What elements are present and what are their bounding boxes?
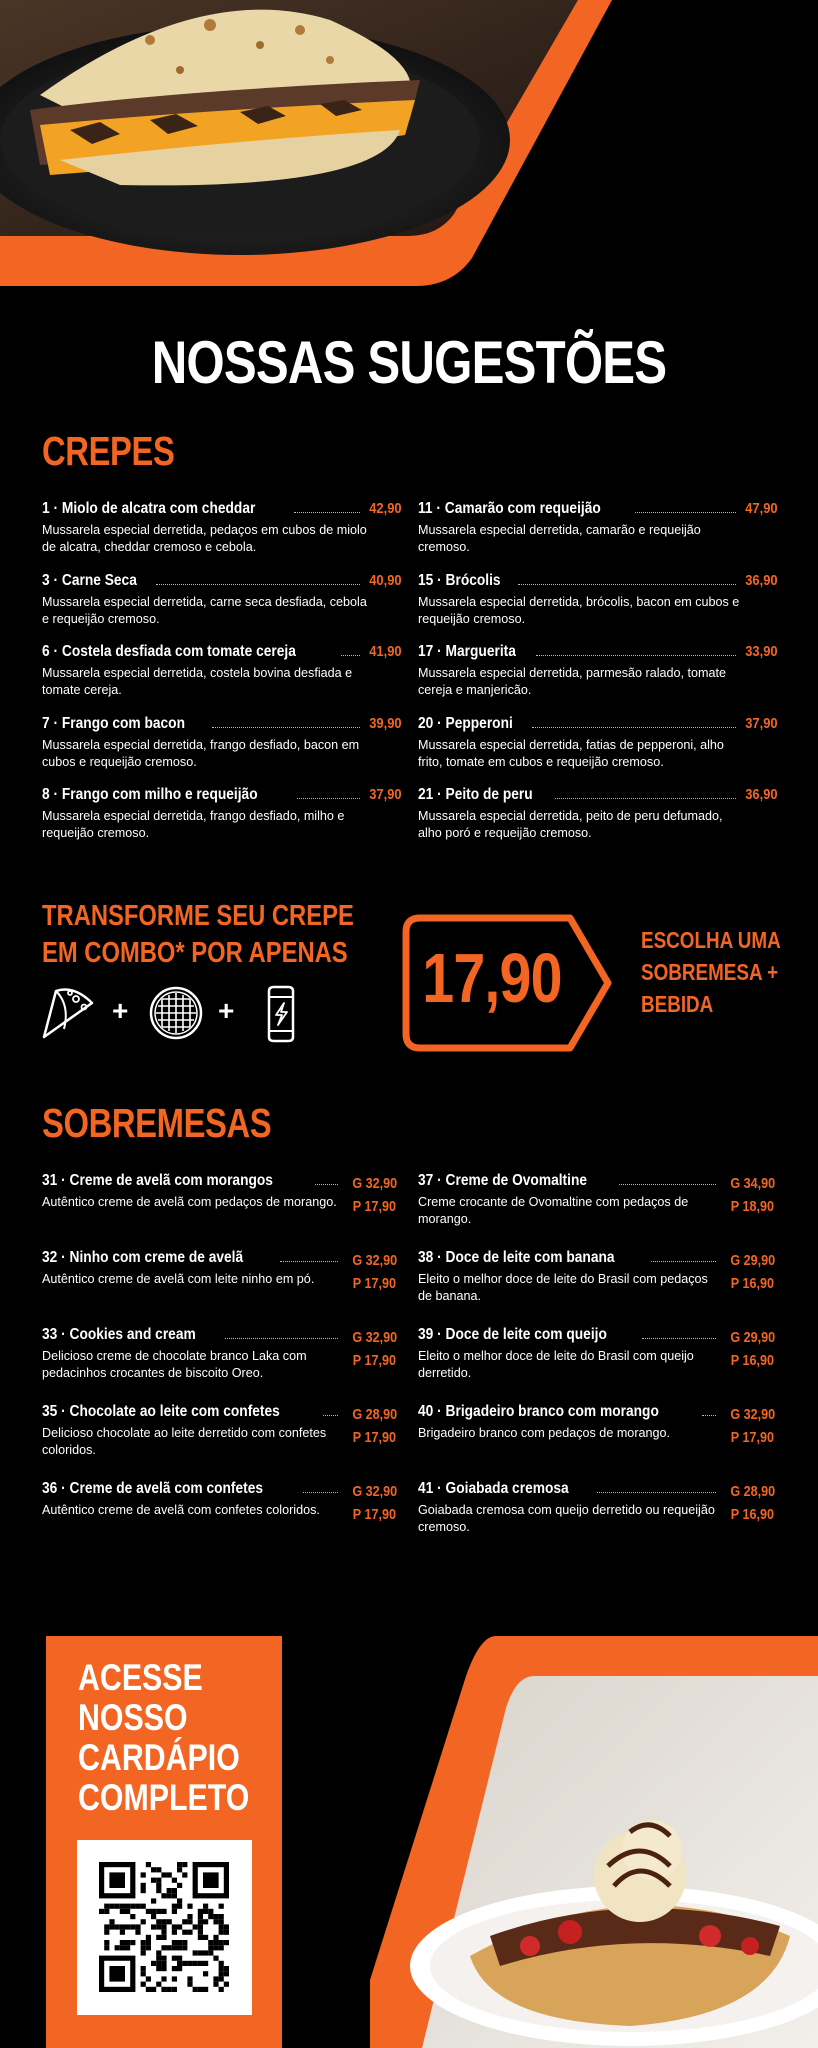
menu-item [42,786,402,858]
menu-item-header [418,643,778,663]
dessert-item-header [418,1480,720,1500]
dessert-item-name: 39 · Doce de leite com queijo [418,1326,607,1343]
dessert-item-description: Autêntico creme de avelã com leite ninho em pó. [42,1272,315,1286]
dotted-leader [635,512,737,513]
dessert-price-large: G 29,90 [730,1329,776,1346]
dotted-leader [597,1492,716,1493]
menu-item-description: Mussarela especial derretida, frango desfiado, milho e requeijão cremoso. [42,809,345,840]
dotted-leader [619,1184,716,1185]
dessert-item [418,1326,774,1403]
cta-line-1: ACESSE [78,1657,203,1698]
menu-item-price: 33,90 [745,643,778,660]
dessert-price-large: G 32,90 [352,1329,398,1346]
menu-item-header [42,572,402,592]
dessert-item-header [418,1172,720,1192]
dotted-leader [642,1338,716,1339]
dessert-price-large: G 28,90 [730,1483,776,1500]
menu-item-price: 36,90 [745,786,778,803]
dessert-price-small: P 16,90 [730,1506,774,1523]
combo-text [42,898,354,972]
dessert-item [42,1480,396,1557]
dotted-leader [536,655,737,656]
desserts-right-column [418,1172,774,1557]
combo-offer-line-1: ESCOLHA UMA [641,927,781,953]
dessert-prices [344,1249,396,1295]
menu-item [418,500,778,572]
menu-item [42,500,402,572]
plus-sign-1: + [112,995,129,1026]
dessert-item-header [42,1172,342,1192]
menu-item-description: Mussarela especial derretida, costela bovina desfiada e tomate cereja. [42,666,353,697]
dessert-price-large: G 32,90 [352,1252,398,1269]
dessert-item-name: 38 · Doce de leite com banana [418,1249,615,1266]
menu-item-price: 47,90 [745,500,778,517]
menu-item-price: 39,90 [369,714,402,732]
dessert-item-description: Autêntico creme de avelã com pedaços de morango. [42,1195,337,1209]
dotted-leader [280,1261,338,1262]
dessert-item [42,1326,396,1403]
menu-item-header [418,786,778,806]
menu-item-price: 40,90 [369,571,402,589]
dessert-price-small: P 16,90 [730,1275,774,1292]
dessert-item-header [418,1249,720,1269]
dessert-item-description: Eleito o melhor doce de leite do Brasil com pedaços de banana. [418,1272,708,1303]
dessert-prices [344,1480,396,1526]
dessert-item [418,1249,774,1326]
dessert-price-small: P 17,90 [352,1275,396,1292]
menu-item-description: Mussarela especial derretida, fatias de pepperoni, alho frito, tomate em cubos e requeijão cremoso. [418,737,724,769]
dessert-prices [344,1403,396,1449]
crepes-right-column [418,500,778,858]
dessert-item-header [42,1403,342,1423]
dessert-item [418,1172,774,1249]
menu-item [418,572,778,644]
dessert-item-description: Delicioso chocolate ao leite derretido com confetes coloridos. [42,1426,327,1457]
menu-item-name: 20 · Pepperoni [418,714,513,732]
menu-item-price: 37,90 [369,786,402,803]
desserts-title: SOBREMESAS [42,1100,272,1146]
menu-item-name: 8 · Frango com milho e requeijão [42,786,258,803]
dessert-item [42,1403,396,1480]
dessert-price-small: P 17,90 [730,1429,774,1446]
dotted-leader [225,1338,338,1339]
menu-item [418,786,778,858]
dessert-item-description: Autêntico creme de avelã com confetes coloridos. [42,1503,320,1517]
cta-line-3: CARDÁPIO [78,1737,240,1778]
dessert-item-description: Delicioso creme de chocolate branco Laka com pedacinhos crocantes de biscoito Oreo. [42,1349,307,1380]
dessert-item-header [42,1249,342,1269]
menu-item-price: 37,90 [745,714,778,732]
crepe-photo [0,0,818,300]
menu-item-name: 1 · Miolo de alcatra com cheddar [42,500,256,517]
dessert-item [42,1249,396,1326]
dotted-leader [297,798,361,799]
dotted-leader [555,798,736,799]
menu-item-description: Mussarela especial derretida, camarão e requeijão cremoso. [418,523,701,554]
dessert-item [418,1403,774,1480]
combo-offer-line-2: SOBREMESA + [641,959,779,985]
menu-item-price: 36,90 [745,571,778,589]
menu-item-name: 21 · Peito de peru [418,786,533,803]
cta-text [78,1658,249,1818]
cta-line-2: NOSSO [78,1697,188,1738]
dotted-leader [341,655,360,656]
dessert-prices [344,1172,396,1218]
dotted-leader [212,727,360,728]
dessert-price-large: G 32,90 [730,1406,776,1423]
combo-price: 17,90 [422,939,562,1017]
dotted-leader [303,1492,338,1493]
dessert-item-name: 40 · Brigadeiro branco com morango [418,1403,659,1420]
dessert-item-header [418,1326,720,1346]
menu-item-name: 15 · Brócolis [418,571,501,589]
dessert-prices [722,1403,774,1449]
dotted-leader [702,1415,716,1416]
menu-item [42,572,402,644]
cta-box[interactable] [46,1636,282,2048]
menu-item-price: 41,90 [369,643,402,660]
dotted-leader [651,1261,716,1262]
menu-item-header [418,500,778,520]
menu-item-name: 3 · Carne Seca [42,571,137,589]
dessert-price-large: G 32,90 [352,1483,398,1500]
menu-item [42,643,402,715]
menu-item-name: 6 · Costela desfiada com tomate cereja [42,643,296,660]
dessert-price-large: G 28,90 [352,1406,398,1423]
menu-item [42,715,402,787]
dessert-item-name: 32 · Ninho com creme de avelã [42,1249,244,1266]
dessert-prices [722,1172,774,1218]
dessert-price-small: P 16,90 [730,1352,774,1369]
dessert-item-name: 35 · Chocolate ao leite com confetes [42,1403,280,1420]
dessert-price-small: P 17,90 [352,1506,396,1523]
dessert-item-header [418,1403,720,1423]
dessert-price-small: P 17,90 [352,1198,396,1215]
dessert-crepe-photo [370,1636,818,2048]
dessert-price-large: G 29,90 [730,1252,776,1269]
crepe-icon [40,985,98,1041]
combo-line-2: EM COMBO* POR APENAS [42,937,348,969]
dessert-item [418,1480,774,1557]
dessert-prices [344,1326,396,1372]
menu-item-header [42,643,402,663]
menu-item-header [418,572,778,592]
menu-item-description: Mussarela especial derretida, pedaços em cubos de miolo de alcatra, cheddar cremoso e cebola. [42,523,367,554]
top-banner [0,0,818,300]
dessert-item-header [42,1480,342,1500]
dotted-leader [323,1415,338,1416]
dessert-item-description: Eleito o melhor doce de leite do Brasil com queijo derretido. [418,1349,694,1380]
dessert-prices [722,1249,774,1295]
dotted-leader [294,512,360,513]
dessert-item-description: Brigadeiro branco com pedaços de morango. [418,1426,671,1440]
waffle-icon [148,985,204,1041]
dessert-item-name: 37 · Creme de Ovomaltine [418,1172,588,1189]
menu-item [418,643,778,715]
dotted-leader [315,1184,338,1185]
menu-item-description: Mussarela especial derretida, carne seca desfiada, cebola e requeijão cremoso. [42,594,367,626]
dessert-prices [722,1480,774,1526]
plus-sign-2: + [218,995,235,1026]
dessert-item-name: 41 · Goiabada cremosa [418,1480,569,1497]
menu-item-name: 17 · Marguerita [418,643,516,660]
crepes-left-column [42,500,402,858]
menu-item-header [418,715,778,735]
dessert-item-name: 33 · Cookies and cream [42,1326,196,1343]
qr-code-image [77,1840,252,2015]
menu-item-header [42,715,402,735]
crepes-title: CREPES [42,428,175,474]
dessert-item-header [42,1326,342,1346]
dessert-price-large: G 34,90 [730,1175,776,1192]
qr-code[interactable] [77,1840,252,2015]
combo-offer-line-3: BEBIDA [641,991,714,1017]
dessert-item-name: 31 · Creme de avelã com morangos [42,1172,273,1189]
menu-item-header [42,786,402,806]
dessert-item-description: Creme crocante de Ovomaltine com pedaços de morango. [418,1195,689,1226]
menu-item [418,715,778,787]
menu-item-description: Mussarela especial derretida, parmesão ralado, tomate cereja e manjericão. [418,666,727,697]
dessert-price-large: G 32,90 [352,1175,398,1192]
dessert-photo [370,1636,818,2048]
dotted-leader [156,584,360,585]
dessert-prices [722,1326,774,1372]
menu-item-name: 11 · Camarão com requeijão [418,500,601,517]
dessert-item-name: 36 · Creme de avelã com confetes [42,1480,264,1497]
dotted-leader [518,584,736,585]
dessert-item [42,1172,396,1249]
cta-line-4: COMPLETO [78,1777,250,1818]
dessert-price-small: P 17,90 [352,1352,396,1369]
dessert-price-small: P 18,90 [730,1198,774,1215]
dessert-price-small: P 17,90 [352,1429,396,1446]
dessert-item-description: Goiabada cremosa com queijo derretido ou requeijão cremoso. [418,1503,715,1534]
menu-item-description: Mussarela especial derretida, frango desfiado, bacon em cubos e requeijão cremoso. [42,737,360,769]
menu-item-description: Mussarela especial derretida, peito de peru defumado, alho poró e requeijão cremoso. [418,809,723,840]
page-heading: NOSSAS SUGESTÕES [151,329,667,396]
menu-item-header [42,500,402,520]
menu-item-price: 42,90 [369,500,402,517]
dotted-leader [532,727,736,728]
desserts-left-column [42,1172,396,1557]
menu-item-name: 7 · Frango com bacon [42,714,185,732]
menu-item-description: Mussarela especial derretida, brócolis, bacon em cubos e requeijão cremoso. [418,594,740,626]
combo-line-1: TRANSFORME SEU CREPE [42,900,354,932]
can-icon [264,985,298,1043]
combo-offer-text [641,924,781,1020]
